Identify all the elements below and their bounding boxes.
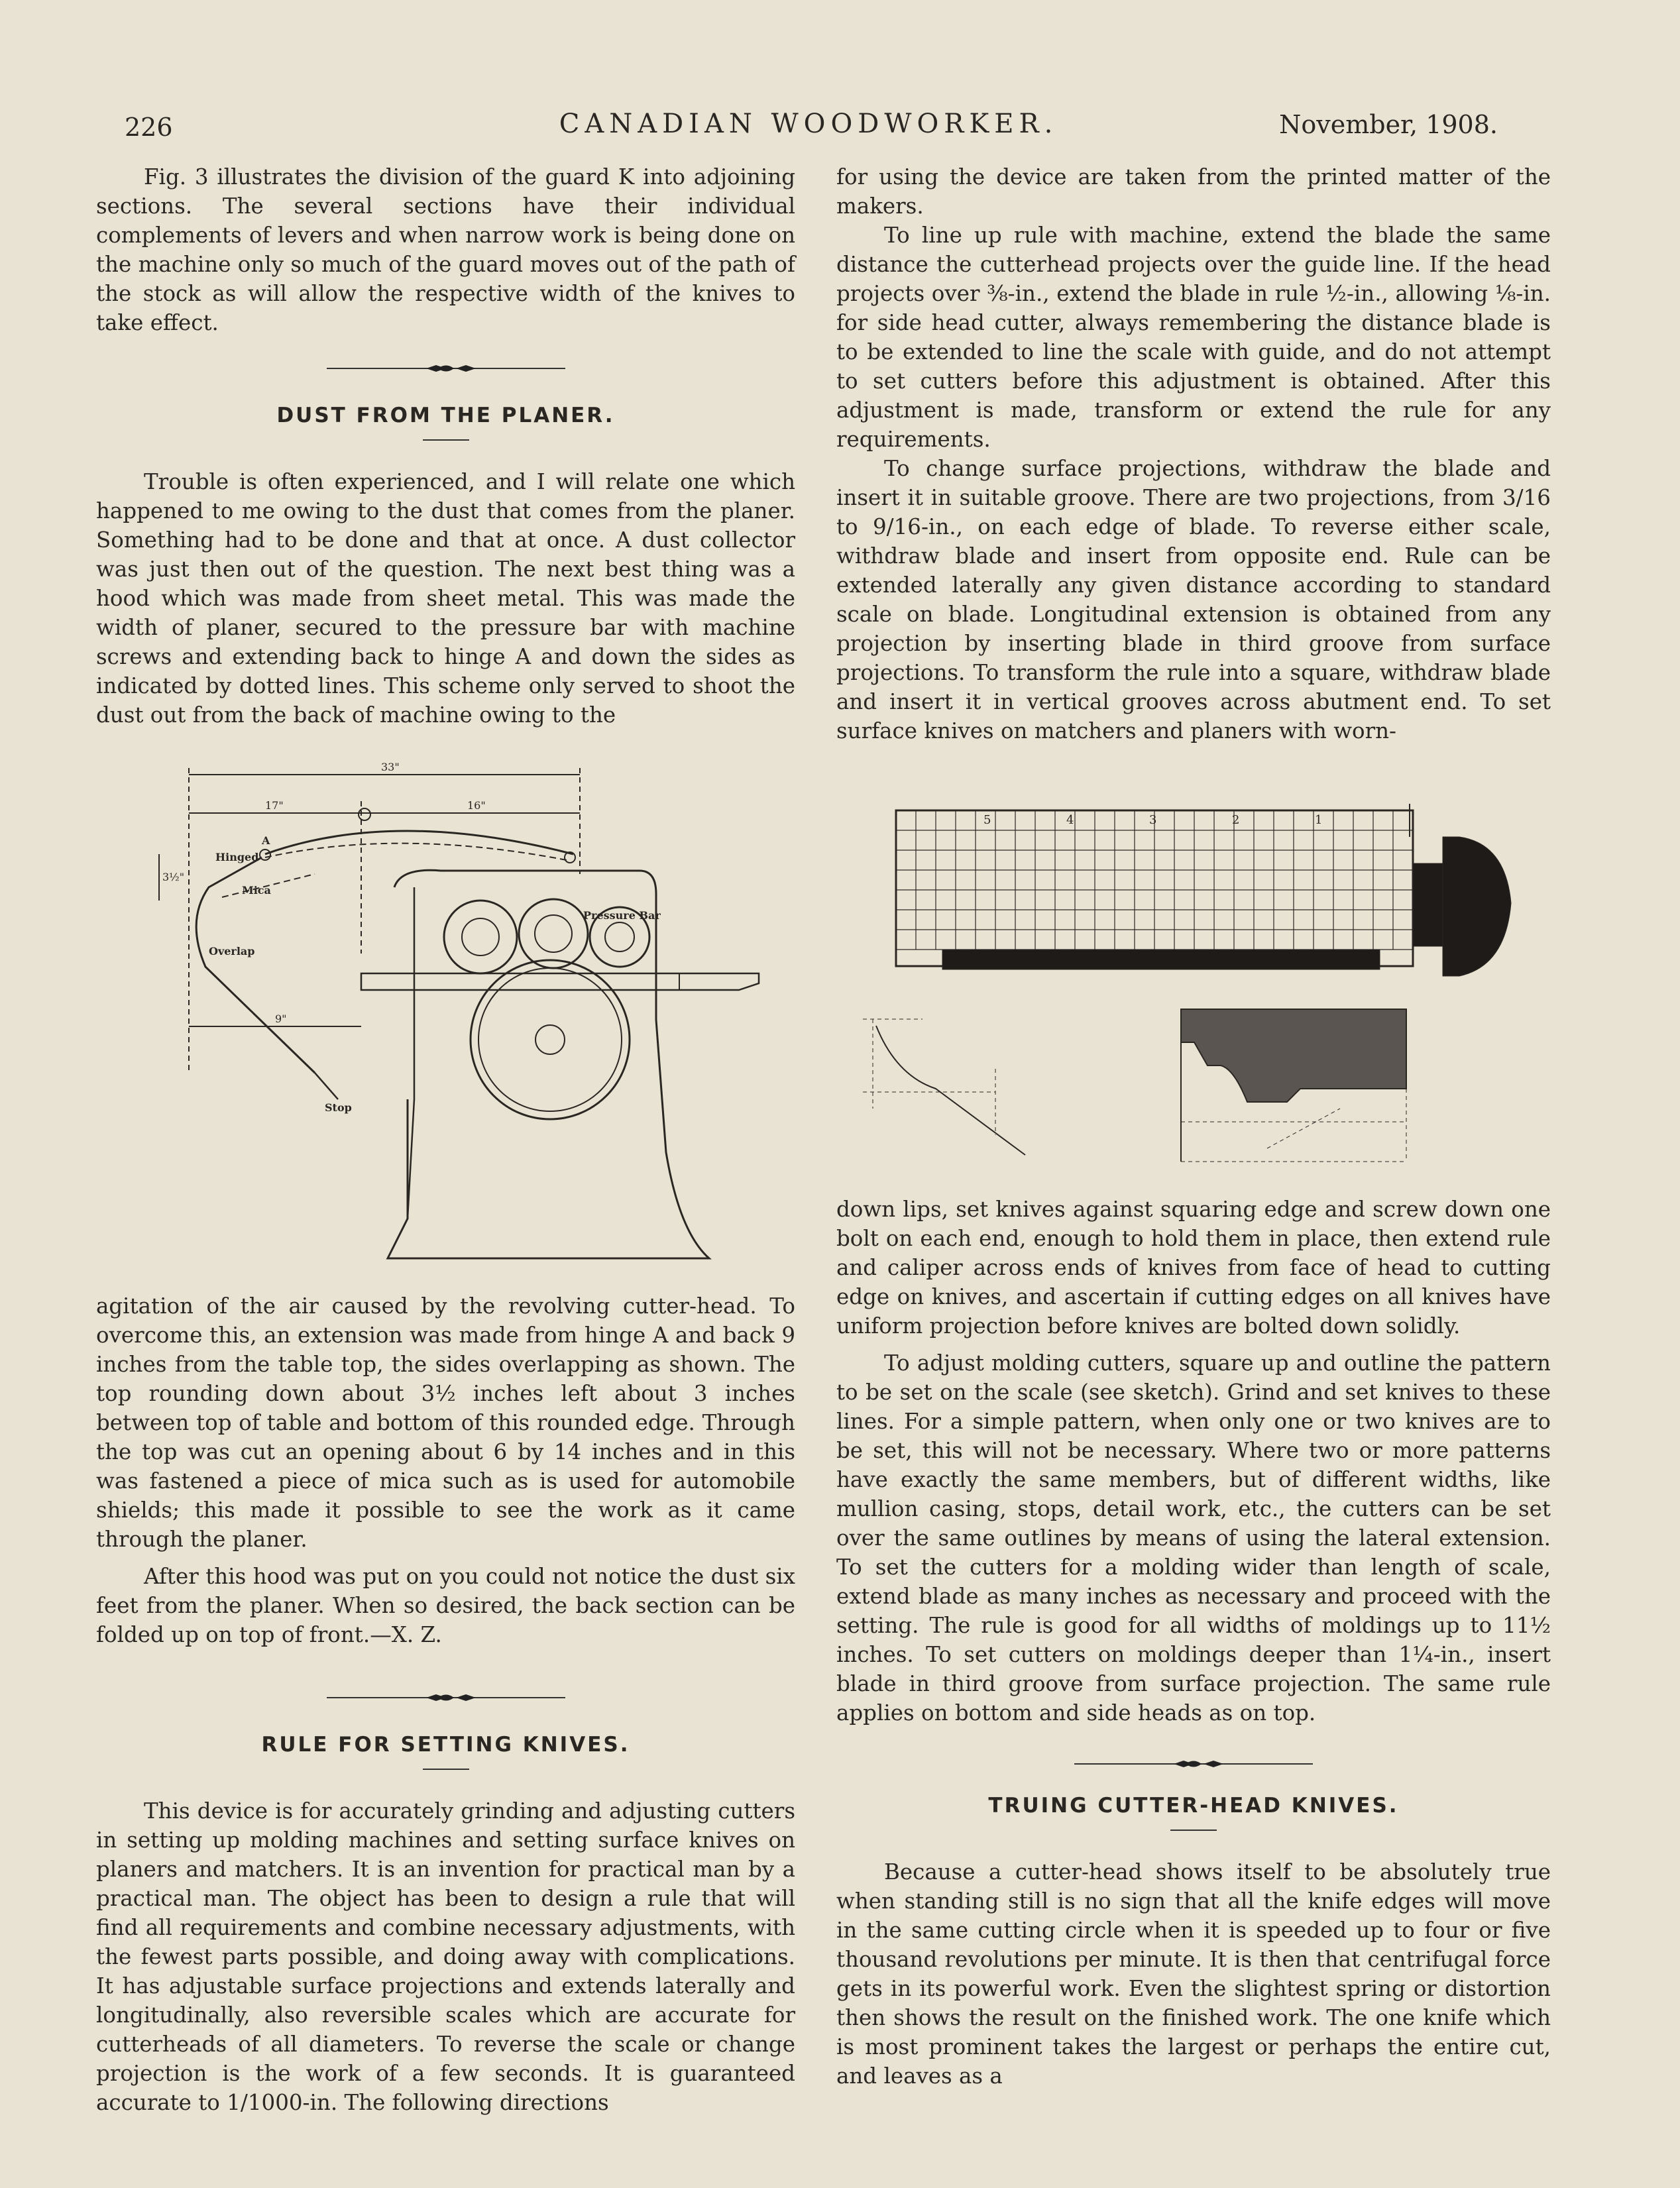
left-column [96, 162, 795, 2117]
dust-section-title: DUST FROM THE PLANER. [276, 404, 615, 427]
dust-paragraph-3: After this hood was put on you could not notice the dust six feet from the planer. When so desired, the back section can be folded up on top of front.—X. Z. [96, 1564, 795, 1647]
page-header [119, 105, 1498, 144]
scale-number: 4 [1066, 813, 1074, 827]
dust-paragraph-2: agitation of the air caused by the revolving cutter-head. To overcome this, an extension was made from hinge A and back 9 inches from the table top, the sides overlapping as shown. The top rounding down about 3½ inches left about 3 inches between top of table and bottom of this rounded edge. Through the top was cut an opening about 6 by 14 inches and in this was fastened a piece of mica such as is used for automobile shields; this made it possible to see the work as it came through the planer. [96, 1293, 795, 1552]
fig1-label-stop: Stop [325, 1101, 352, 1114]
rule-paragraph-1: This device is for accurately grinding and adjusting cutters in setting up molding machines and setting surface knives on planers and matchers. It is an invention for practical man by a practical man. The object has been to design a rule that will find all requirements and combine necessary adjustments, with the fewest parts possible, and doing away with complications. It has adjustable surface projections and extends laterally and longitudinally, also reversible scales which are accurate for cutterheads of all diameters. To reverse the scale or change projection is the work of a few seconds. It is guaranteed accurate to 1/1000-in. The following directions [96, 1798, 795, 2115]
rule-paragraph-continued: for using the device are taken from the printed matter of the makers. [836, 164, 1551, 219]
dust-paragraph-1: Trouble is often experienced, and I will relate one which happened to me owing to the dust that comes from the planer. Something had to be done and that at once. A dust collector was just then out of the question. The next best thing was a hood which was made from sheet metal. This was made the width of planer, secured to the pressure bar with machine screws and extending back to hinge A and down the sides as indicated by dotted lines. This scheme only served to shoot the dust out from the back of machine owing to the [96, 469, 795, 728]
scale-grid [896, 810, 1413, 950]
rule-paragraph-2: To line up rule with machine, extend the blade the same distance the cutterhead projects over the guide line. If the head projects over ⅜-in., extend the blade in rule ½-in., allowing ⅛-in. for side head cutter, always remembering the distance blade is to be extended to line the scale with guide, and do not attempt to set cutters before this adjustment is obtained. After this adjustment is made, transform or extend the rule for any requirements. [836, 223, 1551, 452]
setting-rule-figure [836, 791, 1551, 1188]
running-title: CANADIAN WOODWORKER. [559, 109, 1058, 139]
ornament-divider [327, 1688, 565, 1708]
planer-hood-figure [96, 755, 795, 1272]
scale-number: 2 [1232, 813, 1240, 827]
truing-paragraph-1: Because a cutter-head shows itself to be absolutely true when standing still is no sign that all the knife edges will move in the same cutting circle when it is speeded up to four or five thousand revolutions per minute. It is then that centrifugal force gets in its powerful work. Even the slightest spring or distortion then shows the result on the finished work. The one knife which is most prominent takes the largest or perhaps the entire cut, and leaves as a [836, 1859, 1551, 2089]
rule-section-title: RULE FOR SETTING KNIVES. [261, 1733, 630, 1757]
scale-number: 5 [983, 813, 991, 827]
fig1-label-mica: Mica [242, 884, 271, 897]
ornament-divider [1074, 1754, 1313, 1774]
fig1-label-pressure-bar: Pressure Bar [583, 909, 661, 922]
fig1-dim-total: 33" [381, 761, 400, 773]
issue-date: November, 1908. [1279, 110, 1498, 139]
fig1-dim-right: 16" [467, 799, 486, 812]
right-column [836, 162, 1551, 2091]
fig1-dim-side: 3½" [162, 871, 185, 883]
truing-section-title: TRUING CUTTER-HEAD KNIVES. [988, 1794, 1399, 1818]
ornament-divider [327, 358, 565, 378]
rule-paragraph-3: To change surface projections, withdraw the blade and insert it in suitable groove. There are two projections, from 3/16 to 9/16-in., on each edge of blade. To reverse either scale, withdraw blade and insert from opposite end. Rule can be extended laterally any given distance according to standard scale on blade. Longitudinal extension is obtained from any projection by inserting blade in third groove from surface projections. To transform the rule into a square, withdraw blade and insert it in vertical grooves across abutment end. To set surface knives on matchers and planers with worn- [836, 456, 1551, 743]
scale-number: 3 [1149, 813, 1157, 827]
title-rule [423, 1769, 469, 1770]
rule-paragraph-4: down lips, set knives against squaring edge and screw down one bolt on each end, enough to hold them in place, then extend rule and caliper across ends of knives from face of head to cutting edge on knives, and ascertain if cutting edges on all knives have uniform projection before knives are bolted down solidly. [836, 1197, 1551, 1339]
fig1-dim-left: 17" [265, 799, 284, 812]
fig1-label-overlap: Overlap [209, 945, 255, 957]
fig1-dim-bottom: 9" [275, 1012, 287, 1025]
fig1-label-a: A [262, 834, 270, 847]
title-rule [1170, 1830, 1217, 1831]
fig1-label-hinged: Hinged [215, 851, 259, 863]
intro-paragraph: Fig. 3 illustrates the division of the guard K into adjoining sections. The several sections have their individual complements of levers and when narrow work is being done on the machine only so much of the guard moves out of the path of the stock as will allow the respective width of the knives to take effect. [96, 164, 795, 335]
title-rule [423, 439, 469, 441]
scale-numbers [983, 813, 1322, 827]
page-number: 226 [125, 113, 173, 142]
rule-paragraph-5: To adjust molding cutters, square up and outline the pattern to be set on the scale (see sketch). Grind and set knives to these lines. For a simple pattern, when only one or two knives are to be set, this will not be necessary. Where two or more patterns have exactly the same members, but of different widths, like mullion casing, stops, detail work, etc., the cutters can be set over the same outlines by means of using the lateral extension. To set the cutters for a molding wider than length of scale, extend blade as many inches as necessary and proceed with the setting. The rule is good for all widths of moldings up to 11½ inches. To set cutters on moldings deeper than 1¼-in., insert blade in third groove from surface projection. The same rule applies on bottom and side heads as on top. [836, 1350, 1551, 1725]
scale-number: 1 [1315, 813, 1323, 827]
